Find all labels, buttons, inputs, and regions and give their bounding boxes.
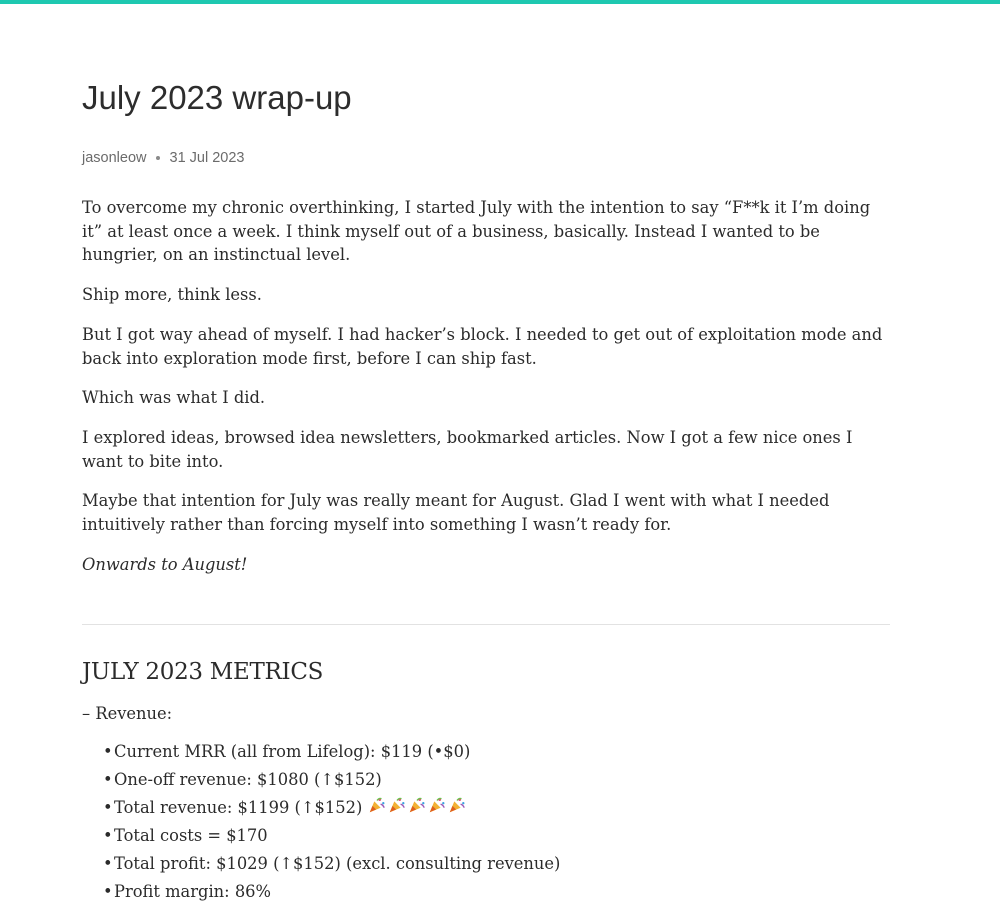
party-popper-icon: [448, 796, 466, 814]
paragraph: Maybe that intention for July was really meant for August. Glad I went with what I needed intuitively rather than forcing myself into something I wasn’t ready for.: [82, 491, 830, 534]
author-link[interactable]: jasonleow: [82, 150, 147, 166]
section-divider: [82, 624, 890, 625]
metric-text: Profit margin: 86%: [114, 882, 272, 901]
bullet: •: [103, 882, 113, 901]
paragraph: To overcome my chronic overthinking, I started July with the intention to say “F**k it I’m doing it” at least once a week. I think myself out of a business, basically. Instead I wanted to be hungrier, on an instinctual level.: [82, 198, 871, 264]
party-popper-emojis: [368, 796, 466, 814]
metric-text: One-off revenue: $1080 (↑$152): [114, 770, 382, 789]
metric-text: Total revenue: $1199 (↑$152): [114, 798, 363, 817]
party-popper-icon: [408, 796, 426, 814]
metrics-heading: JULY 2023 METRICS: [82, 659, 324, 685]
paragraph: But I got way ahead of myself. I had hacker’s block. I needed to get out of exploitation mode and back into exploration mode first, before I can ship fast.: [82, 325, 883, 368]
top-accent-bar: [0, 0, 1000, 4]
metric-text: Total profit: $1029 (↑$152) (excl. consulting revenue): [114, 854, 561, 873]
closing-line: Onwards to August!: [82, 555, 248, 574]
party-popper-icon: [368, 796, 386, 814]
bullet: •: [103, 826, 113, 845]
list-item: [103, 740, 560, 768]
list-item: [103, 824, 560, 852]
post-date: 31 Jul 2023: [169, 150, 245, 166]
paragraph: I explored ideas, browsed idea newsletters, bookmarked articles. Now I got a few nice ones I want to bite into.: [82, 428, 853, 471]
bullet: •: [103, 742, 113, 761]
post-meta: [82, 148, 244, 168]
list-item: [103, 852, 560, 880]
party-popper-icon: [428, 796, 446, 814]
paragraph: Which was what I did.: [82, 388, 266, 407]
list-item: [103, 768, 560, 796]
bullet: •: [103, 770, 113, 789]
list-item: [103, 796, 560, 824]
post-title: July 2023 wrap-up: [82, 79, 352, 116]
list-item: [103, 880, 560, 908]
metric-text: Total costs = $170: [114, 826, 268, 845]
meta-separator-dot: [156, 156, 160, 160]
paragraph: Ship more, think less.: [82, 285, 262, 304]
party-popper-icon: [388, 796, 406, 814]
metrics-list: [103, 740, 560, 908]
bullet: •: [103, 798, 113, 817]
bullet: •: [103, 854, 113, 873]
metric-text: Current MRR (all from Lifelog): $119 (•$0): [114, 742, 471, 761]
revenue-label: – Revenue:: [82, 704, 173, 723]
